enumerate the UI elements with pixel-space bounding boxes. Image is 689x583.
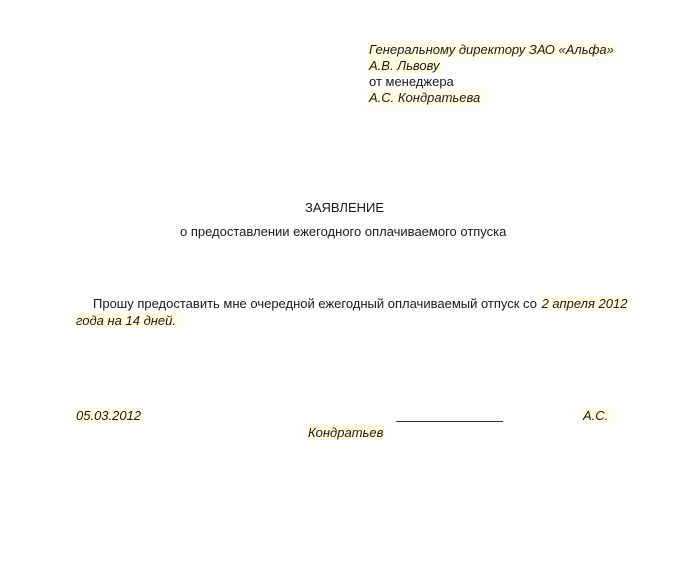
leave-start-date: 2 апреля 2012 — [541, 296, 628, 311]
document-title: ЗАЯВЛЕНИЕ — [305, 200, 385, 215]
sender-name: А.С. Кондратьева — [369, 90, 481, 105]
document-subtitle: о предоставлении ежегодного оплачиваемого отпуска — [180, 224, 507, 239]
signer-initials: А.С. — [583, 408, 609, 423]
signature-line — [396, 421, 503, 422]
addressee-position: Генеральному директору ЗАО «Альфа» — [369, 42, 614, 57]
addressee-name: А.В. Львову — [369, 58, 440, 73]
signer-surname: Кондратьев — [308, 425, 384, 440]
leave-duration: года на 14 дней. — [76, 313, 177, 328]
application-date: 05.03.2012 — [76, 408, 142, 423]
body-text: Прошу предоставить мне очередной ежегодный оплачиваемый отпуск со — [93, 296, 541, 311]
sender-position: от менеджера — [369, 74, 454, 89]
